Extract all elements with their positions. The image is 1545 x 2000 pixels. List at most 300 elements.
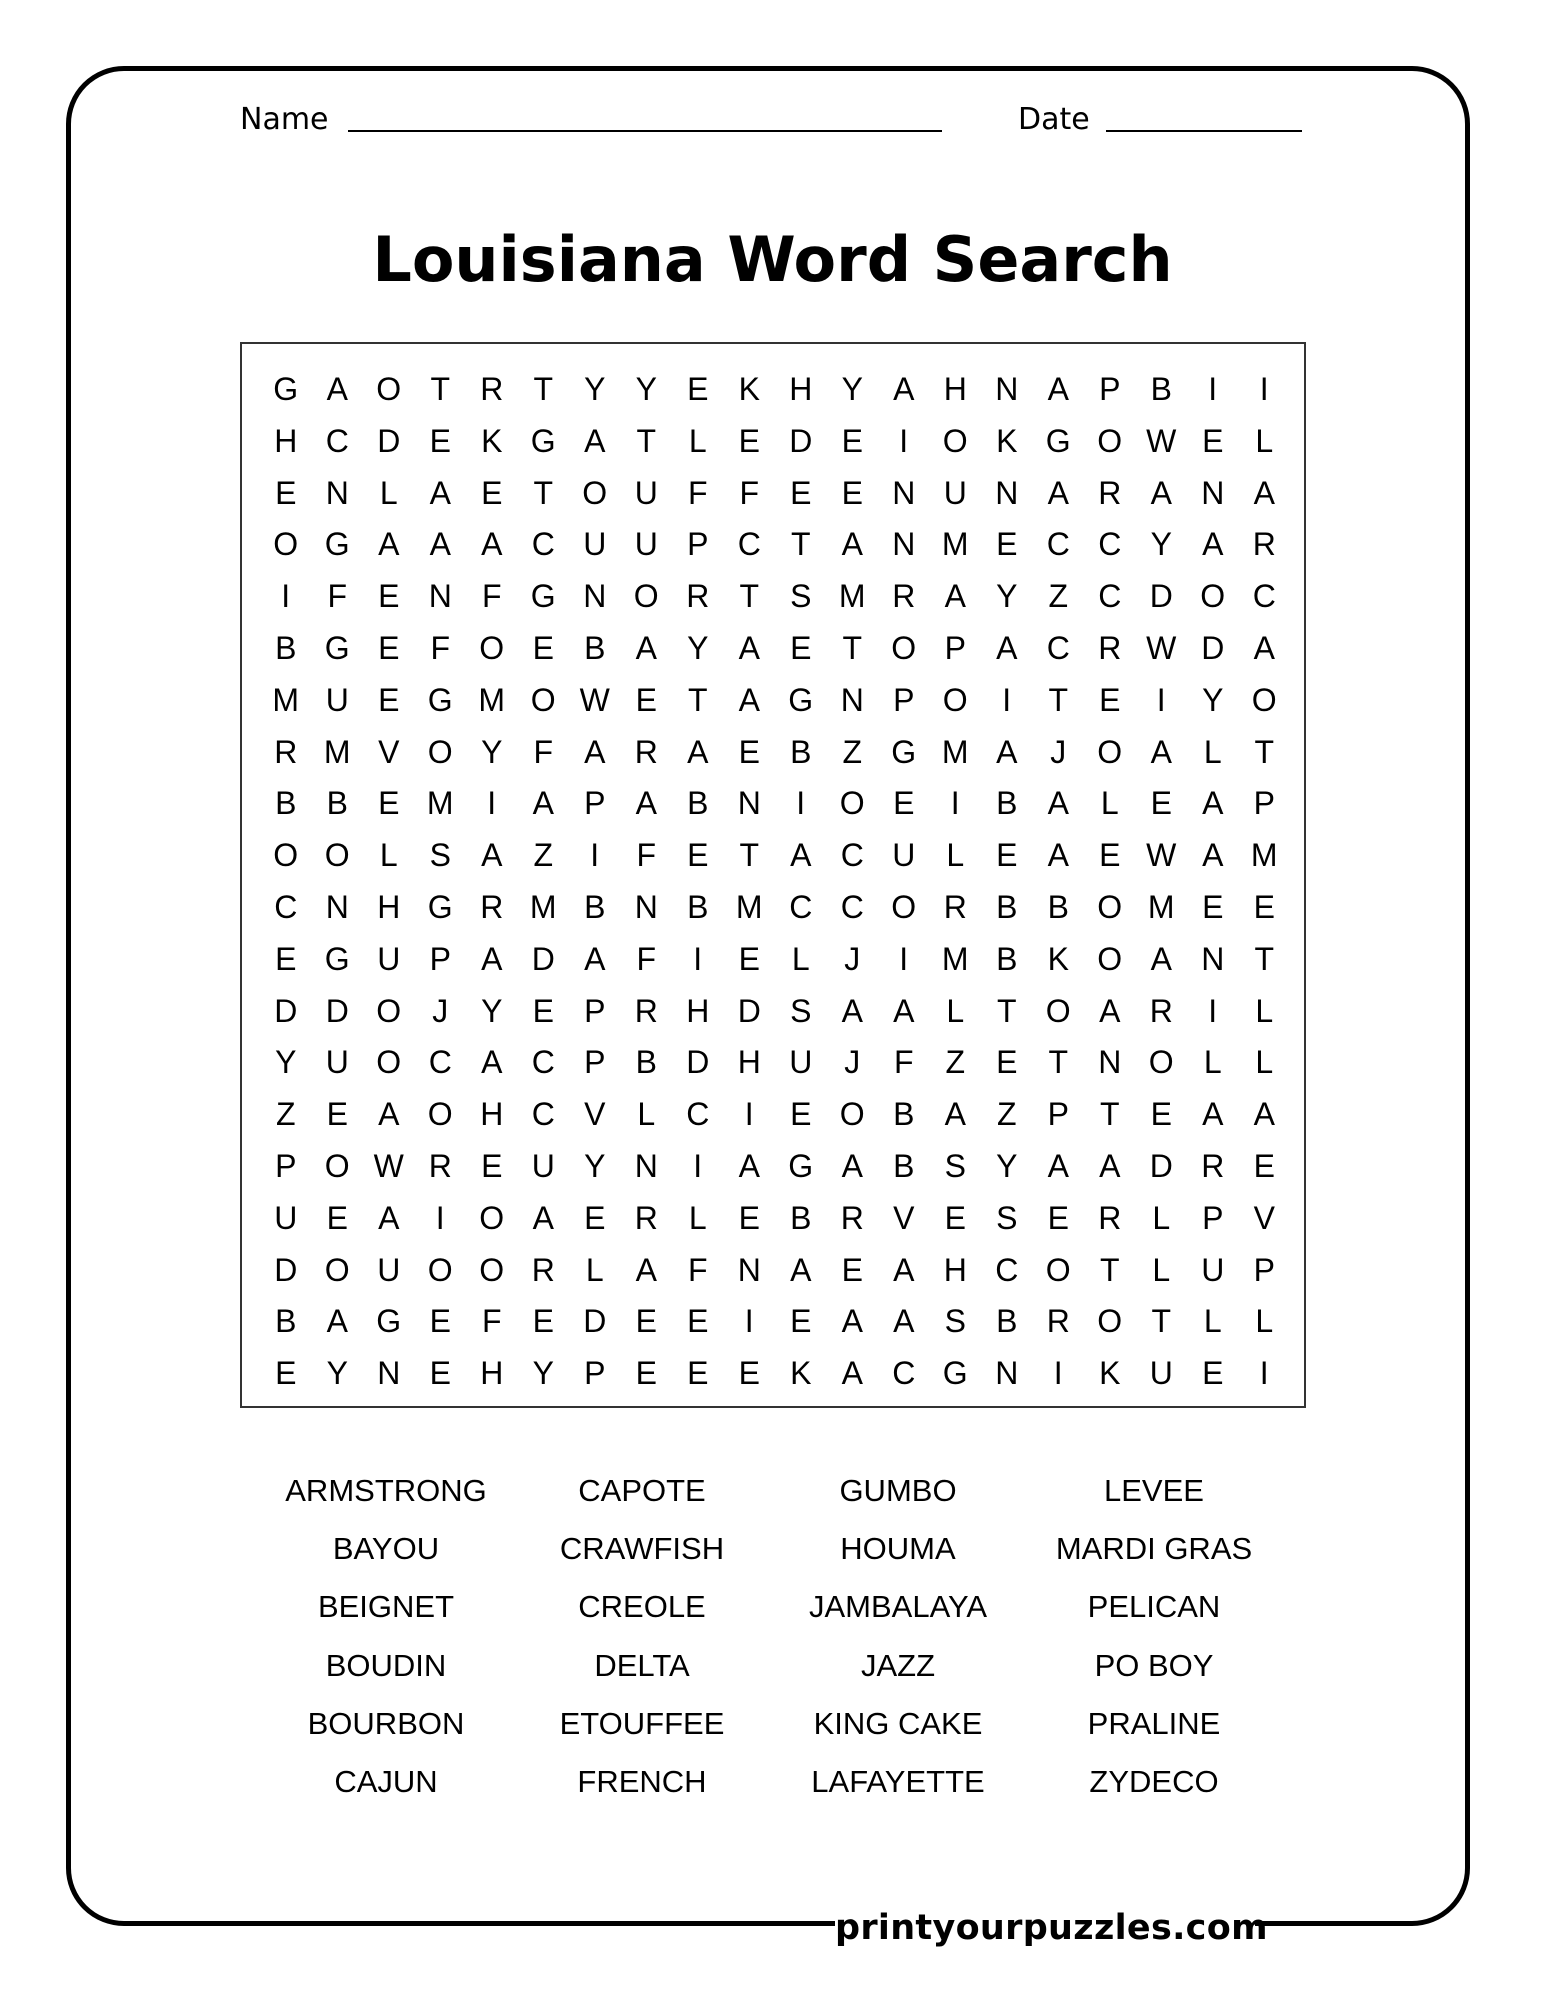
grid-letter: A: [481, 837, 503, 874]
grid-letter: A: [1150, 940, 1172, 977]
grid-letter: C: [325, 422, 349, 459]
grid-letter: B: [1150, 371, 1172, 407]
grid-letter: L: [585, 1251, 604, 1288]
grid-letter: H: [686, 992, 710, 1029]
grid-letter: I: [744, 1303, 754, 1340]
grid-letter: M: [529, 888, 557, 925]
grid-letter: N: [892, 526, 916, 563]
grid-letter: A: [378, 1199, 400, 1236]
grid-letter: F: [327, 578, 348, 615]
grid-letter: F: [687, 474, 708, 511]
grid-letter: U: [377, 940, 401, 977]
grid-letter: L: [1255, 1044, 1274, 1081]
grid-letter: O: [324, 837, 350, 874]
grid-letter: B: [893, 1147, 915, 1184]
word-list-item: LAFAYETTE: [811, 1763, 985, 1799]
grid-letter: O: [633, 578, 659, 615]
grid-letter: A: [841, 1147, 863, 1184]
grid-letter: E: [275, 474, 297, 511]
grid-letter: A: [1047, 1147, 1069, 1184]
grid-letter: N: [1098, 1044, 1122, 1081]
grid-letter: A: [893, 1251, 915, 1288]
grid-letter: U: [325, 1044, 349, 1081]
grid-letter: W: [579, 681, 610, 718]
grid-letter: E: [378, 578, 400, 615]
grid-letter: T: [636, 422, 657, 459]
word-list-item: ZYDECO: [1089, 1763, 1219, 1799]
grid-letter: U: [274, 1199, 298, 1236]
grid-letter: K: [1047, 940, 1069, 977]
grid-letter: E: [996, 837, 1018, 874]
grid-letter: U: [634, 526, 658, 563]
grid-letter: N: [995, 371, 1019, 407]
grid-letter: L: [379, 474, 398, 511]
grid-letter: M: [478, 681, 506, 718]
grid-letter: T: [739, 837, 760, 874]
grid-letter: L: [688, 422, 707, 459]
grid-letter: R: [840, 1199, 864, 1236]
grid-letter: I: [1259, 1355, 1269, 1392]
grid-letter: O: [324, 1147, 350, 1184]
grid-letter: I: [590, 837, 600, 874]
grid-letter: Z: [533, 837, 554, 874]
grid-letter: W: [1146, 837, 1177, 874]
grid-letter: A: [841, 1355, 863, 1392]
grid-letter: E: [1202, 422, 1224, 459]
grid-letter: E: [326, 1096, 348, 1133]
grid-letter: T: [430, 371, 451, 407]
grid-letter: A: [738, 629, 760, 666]
grid-letter: T: [533, 474, 554, 511]
grid-letter: G: [324, 629, 350, 666]
word-list-item: LEVEE: [1104, 1473, 1204, 1508]
grid-letter: D: [377, 422, 401, 459]
grid-letter: E: [481, 1147, 503, 1184]
grid-letter: F: [481, 578, 502, 615]
grid-letter: R: [1046, 1303, 1070, 1340]
grid-letter: N: [840, 681, 864, 718]
grid-letter: A: [378, 526, 400, 563]
grid-letter: O: [273, 837, 299, 874]
grid-letter: Y: [481, 992, 503, 1029]
grid-letter: A: [1047, 371, 1069, 407]
word-list-item: CREOLE: [578, 1589, 706, 1625]
grid-letter: O: [839, 785, 865, 822]
word-list-item: PRALINE: [1087, 1705, 1221, 1741]
grid-letter: I: [796, 785, 806, 822]
grid-letter: O: [1251, 681, 1277, 718]
grid-letter: K: [996, 422, 1018, 459]
letter-grid: [260, 364, 1290, 1400]
grid-letter: G: [273, 371, 299, 407]
grid-letter: T: [1048, 1044, 1069, 1081]
grid-letter: I: [281, 578, 291, 615]
grid-letter: S: [790, 992, 812, 1029]
grid-letter: O: [479, 1199, 505, 1236]
grid-letter: M: [735, 888, 763, 925]
grid-letter: D: [583, 1303, 607, 1340]
grid-letter: V: [893, 1199, 915, 1236]
grid-letter: U: [892, 837, 916, 874]
grid-letter: M: [1147, 888, 1175, 925]
grid-letter: K: [790, 1355, 812, 1392]
grid-letter: A: [944, 1096, 966, 1133]
grid-letter: E: [275, 940, 297, 977]
grid-letter: T: [1254, 940, 1275, 977]
grid-letter: A: [687, 733, 709, 770]
grid-letter: B: [1047, 888, 1069, 925]
grid-letter: O: [1148, 1044, 1174, 1081]
grid-letter: B: [326, 785, 348, 822]
grid-letter: E: [635, 681, 657, 718]
grid-letter: I: [1053, 1355, 1063, 1392]
grid-letter: I: [693, 940, 703, 977]
grid-letter: Y: [584, 371, 606, 407]
grid-letter: I: [899, 422, 909, 459]
grid-letter: Y: [481, 733, 503, 770]
grid-letter: A: [1150, 474, 1172, 511]
grid-letter: R: [1098, 629, 1122, 666]
grid-letter: A: [1047, 785, 1069, 822]
grid-letter: B: [790, 733, 812, 770]
grid-letter: A: [635, 629, 657, 666]
grid-letter: A: [893, 992, 915, 1029]
grid-letter: G: [324, 526, 350, 563]
grid-letter: O: [376, 371, 402, 407]
grid-letter: N: [995, 474, 1019, 511]
grid-letter: O: [1045, 1251, 1071, 1288]
grid-letter: A: [532, 1199, 554, 1236]
grid-letter: I: [1156, 681, 1166, 718]
grid-letter: E: [790, 1096, 812, 1133]
word-list-item: GUMBO: [839, 1473, 957, 1508]
word-list-item: JAZZ: [860, 1647, 936, 1683]
grid-letter: N: [325, 474, 349, 511]
grid-letter: E: [1047, 1199, 1069, 1236]
word-list-item: FRENCH: [577, 1763, 707, 1799]
grid-letter: D: [1201, 629, 1225, 666]
grid-letter: G: [530, 422, 556, 459]
grid-letter: K: [738, 371, 760, 407]
grid-letter: U: [531, 1147, 555, 1184]
grid-letter: P: [1047, 1096, 1069, 1133]
grid-letter: R: [1149, 992, 1173, 1029]
grid-letter: A: [635, 785, 657, 822]
grid-letter: M: [1250, 837, 1278, 874]
grid-letter: E: [1099, 681, 1121, 718]
grid-letter: O: [530, 681, 556, 718]
grid-letter: T: [739, 578, 760, 615]
grid-letter: A: [1150, 733, 1172, 770]
grid-letter: C: [840, 888, 864, 925]
grid-letter: P: [1099, 371, 1121, 407]
grid-letter: A: [996, 733, 1018, 770]
grid-letter: E: [378, 681, 400, 718]
grid-letter: I: [1259, 371, 1269, 407]
grid-letter: J: [1050, 733, 1067, 770]
grid-letter: I: [899, 940, 909, 977]
grid-letter: Z: [1048, 578, 1069, 615]
grid-letter: C: [1046, 629, 1070, 666]
word-list-item: DELTA: [594, 1647, 690, 1683]
grid-letter: R: [274, 733, 298, 770]
grid-letter: A: [1253, 474, 1275, 511]
word-list-item: BAYOU: [332, 1531, 440, 1567]
grid-letter: L: [791, 940, 810, 977]
grid-letter: P: [584, 785, 606, 822]
date-field-line[interactable]: [1106, 130, 1302, 132]
grid-letter: M: [323, 733, 351, 770]
grid-letter: Y: [996, 1147, 1018, 1184]
grid-letter: G: [788, 681, 814, 718]
puzzle-grid-box: [240, 342, 1306, 1408]
grid-letter: A: [790, 837, 812, 874]
grid-letter: B: [584, 629, 606, 666]
grid-letter: L: [1255, 422, 1274, 459]
word-list-item: BOURBON: [307, 1705, 465, 1741]
grid-letter: E: [1253, 888, 1275, 925]
word-list: [258, 1462, 1282, 1811]
grid-letter: E: [893, 785, 915, 822]
grid-letter: A: [481, 1044, 503, 1081]
grid-letter: E: [790, 629, 812, 666]
grid-letter: I: [1002, 681, 1012, 718]
grid-letter: D: [274, 992, 298, 1029]
grid-letter: W: [373, 1147, 404, 1184]
grid-letter: Z: [842, 733, 863, 770]
grid-letter: H: [943, 1251, 967, 1288]
grid-letter: C: [892, 1355, 916, 1392]
grid-letter: L: [1203, 733, 1222, 770]
grid-letter: Y: [326, 1355, 348, 1392]
grid-letter: Y: [841, 371, 863, 407]
grid-letter: B: [996, 940, 1018, 977]
grid-letter: G: [942, 1355, 968, 1392]
word-list-item: CAPOTE: [578, 1473, 706, 1508]
grid-letter: R: [943, 888, 967, 925]
grid-letter: C: [531, 526, 555, 563]
grid-letter: U: [325, 681, 349, 718]
grid-letter: A: [893, 1303, 915, 1340]
grid-letter: N: [428, 578, 452, 615]
grid-letter: P: [687, 526, 709, 563]
grid-letter: A: [481, 940, 503, 977]
grid-letter: E: [1150, 1096, 1172, 1133]
grid-letter: Z: [275, 1096, 296, 1133]
grid-letter: O: [582, 474, 608, 511]
grid-letter: E: [1150, 785, 1172, 822]
grid-letter: R: [892, 578, 916, 615]
grid-letter: R: [686, 578, 710, 615]
word-list-item: PELICAN: [1087, 1589, 1221, 1625]
grid-letter: E: [738, 1355, 760, 1392]
grid-letter: U: [1149, 1355, 1173, 1392]
grid-letter: E: [1253, 1147, 1275, 1184]
grid-letter: A: [1047, 474, 1069, 511]
grid-letter: E: [429, 1355, 451, 1392]
grid-letter: I: [435, 1199, 445, 1236]
grid-letter: E: [996, 526, 1018, 563]
grid-letter: O: [1200, 578, 1226, 615]
grid-letter: F: [893, 1044, 914, 1081]
grid-letter: F: [481, 1303, 502, 1340]
grid-letter: E: [481, 474, 503, 511]
grid-letter: E: [996, 1044, 1018, 1081]
word-list-item: HOUMA: [840, 1531, 956, 1567]
grid-letter: A: [429, 474, 451, 511]
grid-letter: L: [1152, 1199, 1171, 1236]
grid-letter: E: [687, 837, 709, 874]
grid-letter: F: [687, 1251, 708, 1288]
grid-letter: A: [738, 1147, 760, 1184]
grid-letter: N: [737, 785, 761, 822]
grid-letter: F: [533, 733, 554, 770]
grid-letter: E: [429, 1303, 451, 1340]
grid-letter: K: [481, 422, 503, 459]
grid-letter: S: [790, 578, 812, 615]
grid-letter: B: [996, 785, 1018, 822]
site-footer-label: printyourpuzzles.com: [835, 1897, 1255, 1959]
grid-letter: O: [479, 629, 505, 666]
grid-letter: R: [634, 1199, 658, 1236]
grid-letter: G: [376, 1303, 402, 1340]
word-list-item: BEIGNET: [317, 1589, 455, 1625]
grid-letter: O: [1097, 888, 1123, 925]
word-list-item: ARMSTRONG: [285, 1473, 487, 1508]
grid-letter: A: [1202, 837, 1224, 874]
grid-letter: Z: [996, 1096, 1017, 1133]
grid-letter: A: [532, 785, 554, 822]
grid-letter: O: [376, 1044, 402, 1081]
grid-letter: E: [738, 422, 760, 459]
grid-letter: E: [635, 1303, 657, 1340]
grid-letter: Y: [532, 1355, 554, 1392]
page-title: Louisiana Word Search: [372, 223, 1173, 296]
grid-letter: G: [427, 681, 453, 718]
grid-letter: M: [941, 733, 969, 770]
grid-letter: P: [1253, 785, 1275, 822]
grid-letter: D: [686, 1044, 710, 1081]
grid-letter: N: [634, 888, 658, 925]
grid-letter: O: [427, 1251, 453, 1288]
grid-letter: P: [944, 629, 966, 666]
word-list-item: CRAWFISH: [559, 1531, 725, 1567]
grid-letter: T: [533, 371, 554, 407]
grid-letter: A: [429, 526, 451, 563]
grid-letter: D: [737, 992, 761, 1029]
grid-letter: M: [941, 526, 969, 563]
grid-letter: B: [893, 1096, 915, 1133]
grid-letter: Y: [275, 1044, 297, 1081]
grid-letter: B: [275, 785, 297, 822]
grid-letter: A: [584, 422, 606, 459]
grid-letter: P: [893, 681, 915, 718]
name-field-line[interactable]: [348, 130, 942, 132]
grid-letter: V: [584, 1096, 606, 1133]
grid-letter: B: [275, 1303, 297, 1340]
grid-letter: H: [377, 888, 401, 925]
grid-letter: A: [841, 992, 863, 1029]
grid-letter: O: [376, 992, 402, 1029]
grid-letter: B: [790, 1199, 812, 1236]
grid-letter: M: [272, 681, 300, 718]
grid-letter: M: [426, 785, 454, 822]
word-list-item: KING CAKE: [813, 1705, 983, 1741]
grid-letter: A: [1099, 992, 1121, 1029]
grid-letter: D: [789, 422, 813, 459]
grid-letter: C: [995, 1251, 1019, 1288]
grid-letter: T: [790, 526, 811, 563]
grid-letter: U: [634, 474, 658, 511]
grid-letter: I: [950, 785, 960, 822]
grid-letter: G: [427, 888, 453, 925]
grid-letter: E: [790, 474, 812, 511]
grid-letter: O: [427, 1096, 453, 1133]
grid-letter: Y: [687, 629, 709, 666]
grid-letter: E: [841, 474, 863, 511]
grid-letter: O: [839, 1096, 865, 1133]
grid-letter: B: [687, 888, 709, 925]
word-list-item: ETOUFFEE: [559, 1705, 725, 1741]
grid-letter: D: [325, 992, 349, 1029]
grid-letter: T: [1099, 1096, 1120, 1133]
grid-letter: D: [1149, 578, 1173, 615]
grid-letter: R: [480, 888, 504, 925]
grid-letter: B: [996, 888, 1018, 925]
grid-letter: L: [946, 837, 965, 874]
grid-letter: L: [946, 992, 965, 1029]
grid-letter: P: [584, 992, 606, 1029]
grid-letter: O: [942, 422, 968, 459]
word-list-item: JAMBALAYA: [808, 1589, 988, 1625]
grid-letter: N: [325, 888, 349, 925]
grid-letter: L: [1255, 992, 1274, 1029]
grid-letter: H: [480, 1355, 504, 1392]
grid-letter: D: [531, 940, 555, 977]
grid-letter: E: [635, 1355, 657, 1392]
grid-letter: E: [326, 1199, 348, 1236]
grid-letter: E: [378, 629, 400, 666]
grid-letter: V: [378, 733, 400, 770]
grid-letter: M: [838, 578, 866, 615]
grid-letter: J: [844, 940, 861, 977]
grid-letter: G: [324, 940, 350, 977]
grid-letter: O: [1097, 940, 1123, 977]
grid-letter: A: [738, 681, 760, 718]
grid-letter: V: [1253, 1199, 1275, 1236]
grid-letter: C: [531, 1096, 555, 1133]
grid-letter: U: [377, 1251, 401, 1288]
grid-letter: C: [789, 888, 813, 925]
grid-letter: H: [737, 1044, 761, 1081]
grid-letter: R: [1098, 474, 1122, 511]
grid-letter: Y: [1150, 526, 1172, 563]
grid-letter: I: [693, 1147, 703, 1184]
grid-letter: T: [842, 629, 863, 666]
grid-letter: A: [378, 1096, 400, 1133]
grid-letter: A: [1202, 785, 1224, 822]
grid-letter: G: [788, 1147, 814, 1184]
grid-letter: C: [428, 1044, 452, 1081]
grid-letter: I: [1208, 371, 1218, 407]
grid-letter: A: [1202, 526, 1224, 563]
grid-letter: E: [687, 371, 709, 407]
grid-letter: U: [583, 526, 607, 563]
grid-letter: R: [634, 992, 658, 1029]
grid-letter: G: [530, 578, 556, 615]
grid-letter: C: [1098, 526, 1122, 563]
grid-letter: A: [996, 629, 1018, 666]
